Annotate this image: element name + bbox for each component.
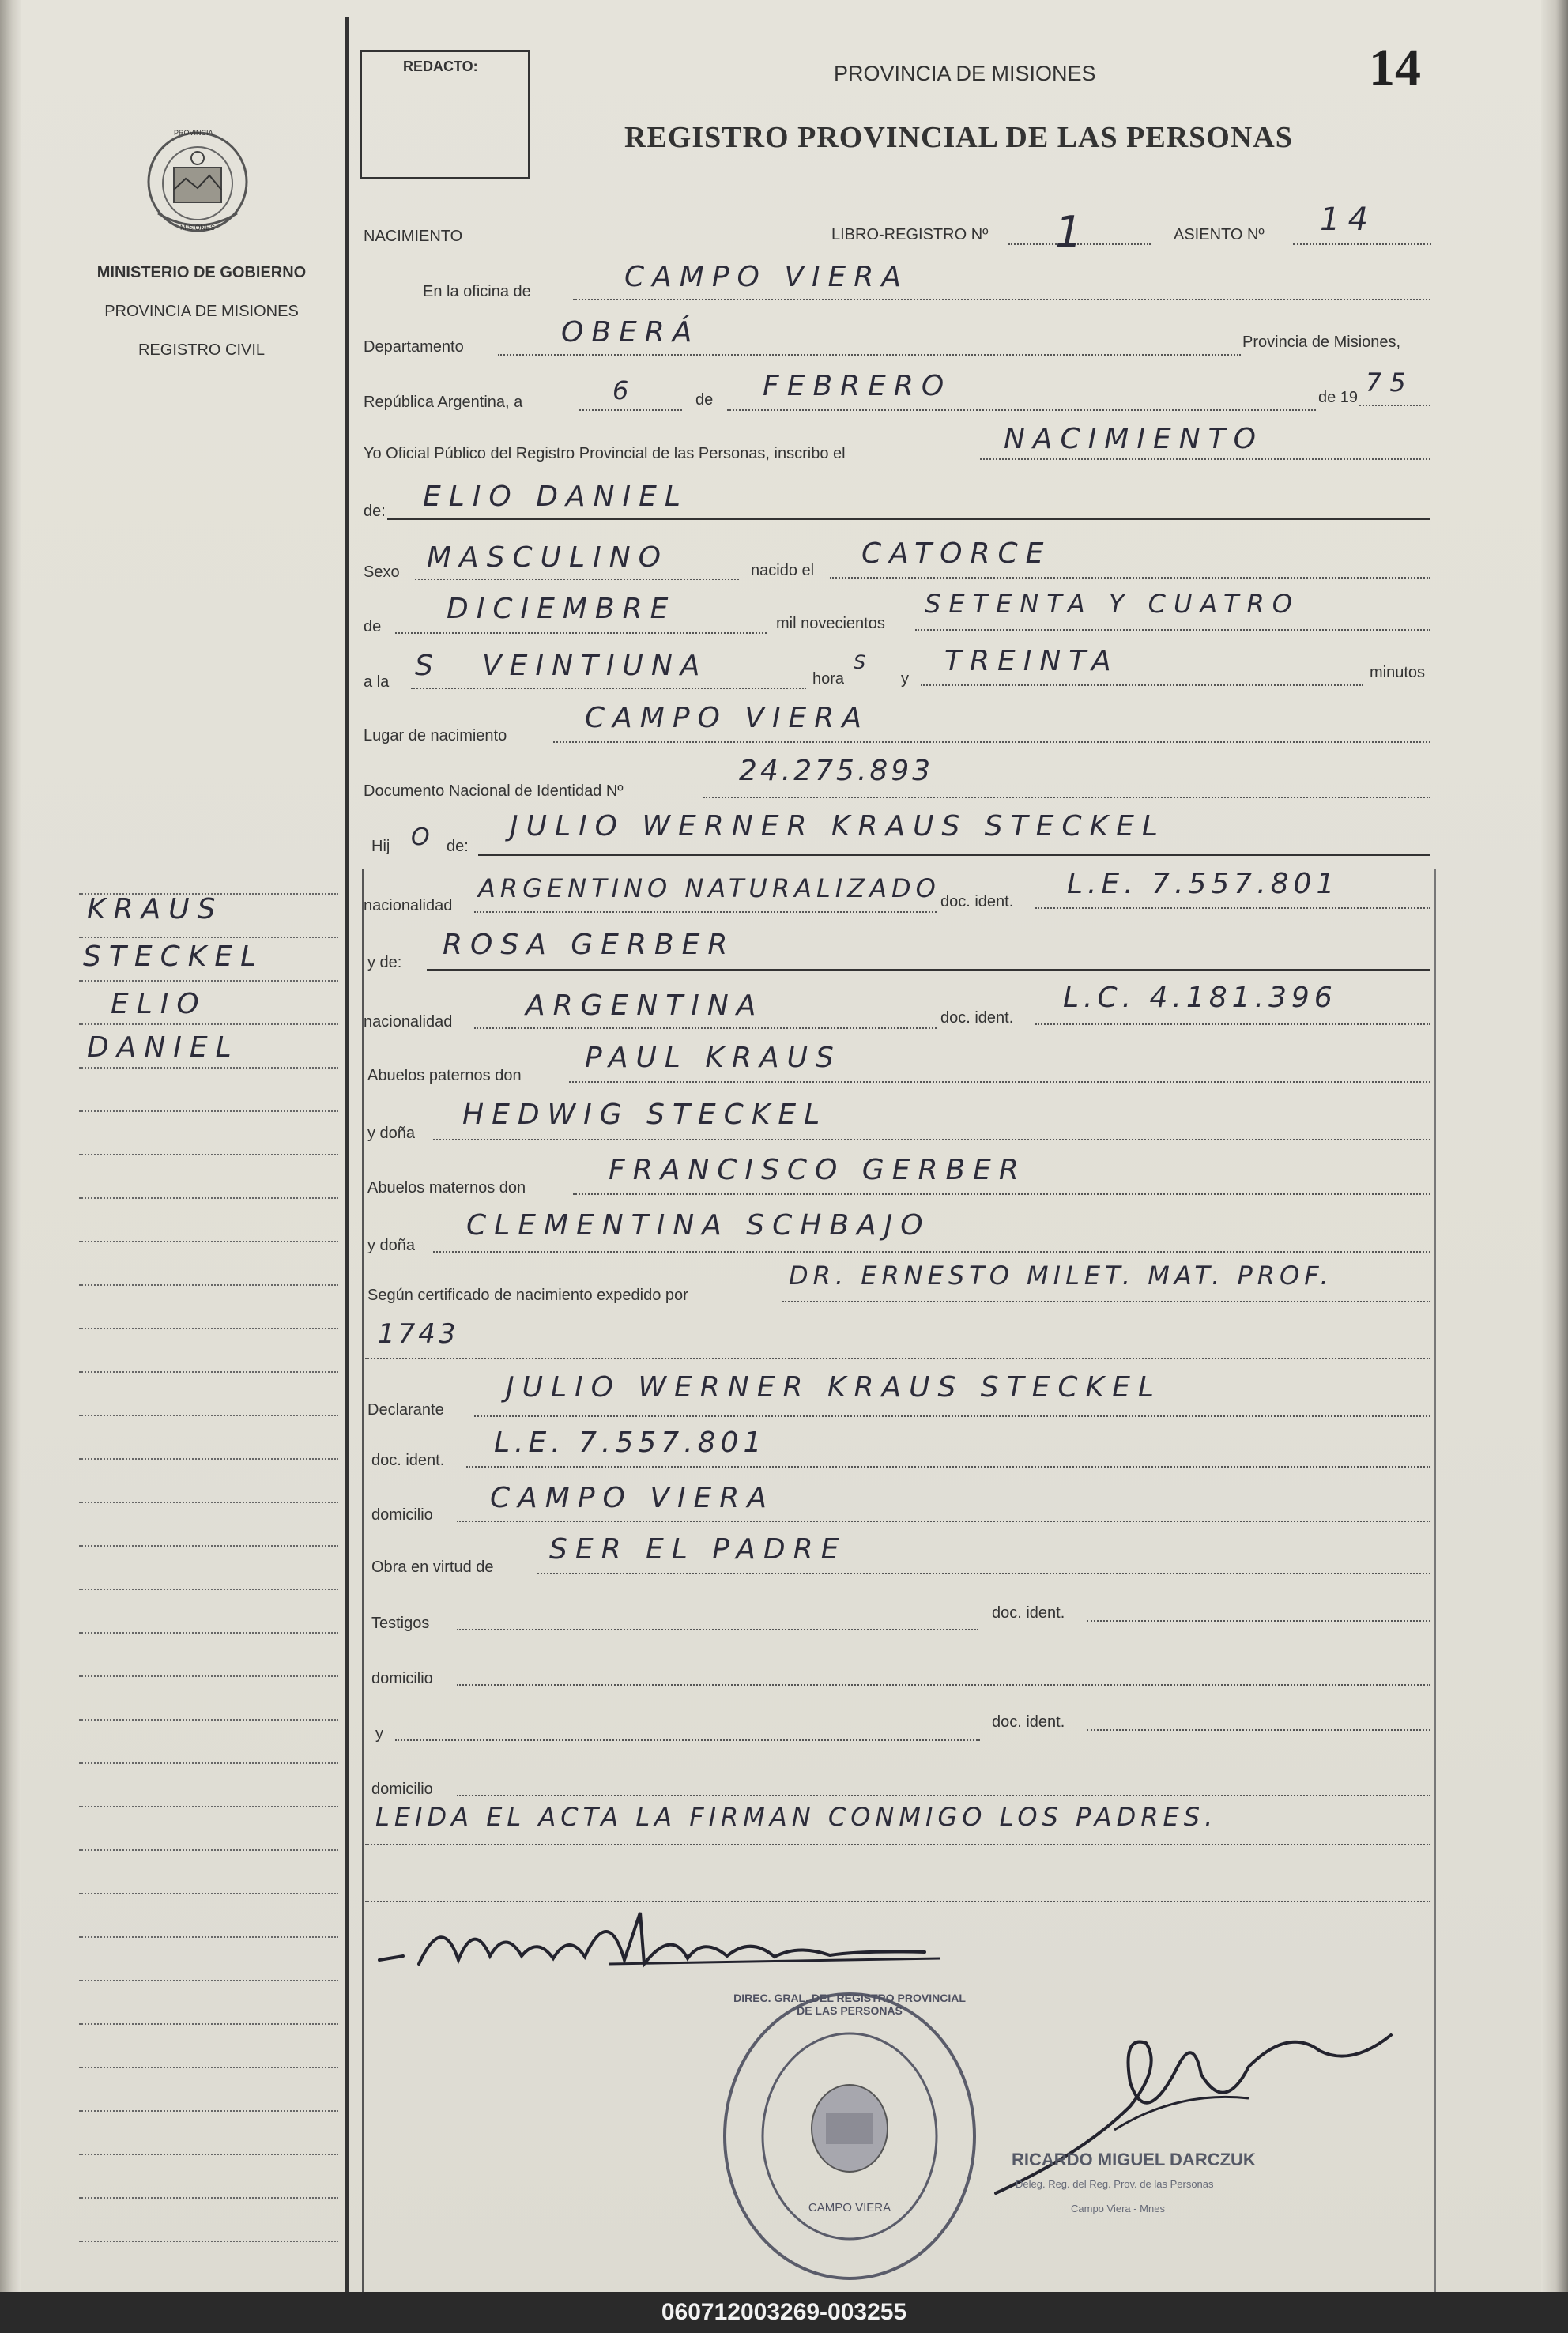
page-right-edge xyxy=(1541,0,1568,2292)
nac-madre-value: ARGENTINA xyxy=(526,989,764,1022)
certificado2-value: 1743 xyxy=(378,1318,459,1350)
lugar-value: CAMPO VIERA xyxy=(585,702,869,734)
domicilio-label: domicilio xyxy=(371,1506,433,1524)
de-colon-label: de: xyxy=(364,503,386,520)
nacido-el-label: nacido el xyxy=(751,562,815,579)
officer-title: Deleg. Reg. del Reg. Prov. de las Personas xyxy=(1016,2178,1214,2190)
y-label: y xyxy=(901,670,909,688)
nacionalidad2-label: nacionalidad xyxy=(364,1013,453,1031)
segun-label: Según certificado de nacimiento expedido por xyxy=(368,1287,688,1304)
asiento-label: ASIENTO Nº xyxy=(1174,226,1265,243)
abuelo-pat-value: PAUL KRAUS xyxy=(585,1042,842,1074)
ala-label: a la xyxy=(364,673,390,691)
abuelos-pat-label: Abuelos paternos don xyxy=(368,1067,522,1084)
obra-label: Obra en virtud de xyxy=(371,1558,494,1576)
page-left-edge xyxy=(0,0,21,2292)
hij-label: Hij xyxy=(371,838,390,855)
departamento-value: OBERÁ xyxy=(561,316,700,349)
inscribo-value: NACIMIENTO xyxy=(1004,423,1264,455)
anio-nac-value: SETENTA Y CUATRO xyxy=(925,589,1300,619)
nacido-el-value: CATORCE xyxy=(861,537,1052,570)
hora-label: hora xyxy=(812,670,845,688)
mes-value: FEBRERO xyxy=(763,370,952,402)
hij-suffix-value: O xyxy=(411,824,438,851)
hora-pre-value: S xyxy=(415,650,441,682)
obra-value: SER EL PADRE xyxy=(549,1533,847,1566)
republica-label: República Argentina, a xyxy=(364,394,523,411)
de-colon2-label: de: xyxy=(447,838,469,855)
declarante-label: Declarante xyxy=(368,1401,444,1419)
docident-label: doc. ident. xyxy=(940,893,1014,910)
domicilio2-label: domicilio xyxy=(371,1670,433,1687)
form-left-rule xyxy=(362,869,364,2292)
dni-label: Documento Nacional de Identidad Nº xyxy=(364,782,624,800)
docident5-label: doc. ident. xyxy=(992,1713,1065,1731)
province-title: PROVINCIA DE MISIONES xyxy=(834,62,1096,85)
testigos-label: Testigos xyxy=(371,1615,430,1632)
de2-label: de xyxy=(364,618,382,635)
ministry-title: MINISTERIO DE GOBIERNO xyxy=(96,264,307,281)
domicilio-value: CAMPO VIERA xyxy=(490,1482,775,1514)
asiento-value: 14 xyxy=(1320,202,1376,238)
sexo-value: MASCULINO xyxy=(427,541,669,574)
madre-value: ROSA GERBER xyxy=(443,929,736,961)
margin-name-2: STECKEL xyxy=(83,940,265,973)
ydona-label: y doña xyxy=(368,1125,416,1142)
margin-rule xyxy=(345,17,349,2292)
nacimiento-label: NACIMIENTO xyxy=(364,228,463,245)
cierre-value: LEIDA EL ACTA LA FIRMAN CONMIGO LOS PADRES. xyxy=(375,1802,1218,1832)
declarant-signature xyxy=(371,1889,972,1984)
registry-title: REGISTRO PROVINCIAL DE LAS PERSONAS xyxy=(624,121,1293,154)
redacto-box xyxy=(360,50,530,179)
redacto-label: REDACTO: xyxy=(403,58,478,74)
hora-suffix-value: S xyxy=(854,651,874,673)
hora-value: VEINTIUNA xyxy=(482,650,708,682)
stamp-center-text: CAMPO VIERA xyxy=(808,2201,891,2214)
officer-name: RICARDO MIGUEL DARCZUK xyxy=(1012,2150,1256,2169)
nac-padre-value: ARGENTINO NATURALIZADO xyxy=(478,873,940,903)
libro-label: LIBRO-REGISTRO Nº xyxy=(831,226,989,243)
seal-top-text: PROVINCIA xyxy=(174,129,213,137)
docident2-label: doc. ident. xyxy=(940,1009,1014,1027)
officer-signature xyxy=(988,2019,1415,2201)
doc-declarante-value: L.E. 7.557.801 xyxy=(494,1427,767,1459)
oficina-value: CAMPO VIERA xyxy=(624,261,909,293)
padre-value: JULIO WERNER KRAUS STECKEL xyxy=(510,810,1166,842)
y2-label: y xyxy=(375,1725,383,1743)
seal-bottom-text: MISIONES xyxy=(180,224,216,232)
abuela-mat-value: CLEMENTINA SCHBAJO xyxy=(466,1209,931,1242)
abuela-pat-value: HEDWIG STECKEL xyxy=(462,1099,828,1131)
minutos-label: minutos xyxy=(1370,664,1426,681)
ydona2-label: y doña xyxy=(368,1237,416,1254)
coat-of-arms-icon xyxy=(142,126,253,237)
yde-label: y de: xyxy=(368,954,402,971)
oficial-label: Yo Oficial Público del Registro Provincial de las Personas, inscribo el xyxy=(364,445,846,462)
image-id-caption: 060712003269-003255 xyxy=(0,2292,1568,2333)
sexo-label: Sexo xyxy=(364,563,400,581)
doc-madre-value: L.C. 4.181.396 xyxy=(1063,982,1337,1014)
dia-value: 6 xyxy=(612,375,637,405)
lugar-label: Lugar de nacimiento xyxy=(364,727,507,744)
docident4-label: doc. ident. xyxy=(992,1604,1065,1622)
nacionalidad-label: nacionalidad xyxy=(364,897,453,914)
left-civil-registry: REGISTRO CIVIL xyxy=(138,341,266,359)
left-province: PROVINCIA DE MISIONES xyxy=(104,303,299,320)
abuelos-mat-label: Abuelos maternos don xyxy=(368,1179,526,1197)
provincia-misiones-label: Provincia de Misiones, xyxy=(1242,334,1401,351)
margin-name-1: KRAUS xyxy=(87,893,224,925)
page-number: 14 xyxy=(1369,39,1421,96)
declarante-value: JULIO WERNER KRAUS STECKEL xyxy=(506,1371,1162,1404)
dni-value: 24.275.893 xyxy=(739,755,934,787)
officer-place: Campo Viera - Mnes xyxy=(1071,2203,1165,2214)
minutos-value: TREINTA xyxy=(944,645,1119,677)
registry-stamp xyxy=(715,1982,984,2290)
form-right-rule xyxy=(1434,869,1436,2292)
nombre-value: ELIO DANIEL xyxy=(423,481,688,513)
de-label: de xyxy=(695,391,714,409)
margin-name-4: DANIEL xyxy=(87,1031,239,1064)
docident3-label: doc. ident. xyxy=(371,1452,445,1469)
certificado-value: DR. ERNESTO MILET. MAT. PROF. xyxy=(789,1261,1333,1291)
oficina-label: En la oficina de xyxy=(423,283,531,300)
stamp-ring-text: DIREC. GRAL. DEL REGISTRO PROVINCIAL DE LAS PERSONAS xyxy=(733,1992,966,2017)
mes-nac-value: DICIEMBRE xyxy=(447,593,677,625)
domicilio3-label: domicilio xyxy=(371,1781,433,1798)
mil-label: mil novecientos xyxy=(776,615,885,632)
departamento-label: Departamento xyxy=(364,338,464,356)
anio-value: 75 xyxy=(1366,367,1414,398)
de19-label: de 19 xyxy=(1318,389,1359,406)
margin-name-3: ELIO xyxy=(111,988,207,1020)
abuelo-mat-value: FRANCISCO GERBER xyxy=(609,1154,1027,1186)
libro-value: 1 xyxy=(1055,207,1091,257)
doc-padre-value: L.E. 7.557.801 xyxy=(1067,868,1340,900)
